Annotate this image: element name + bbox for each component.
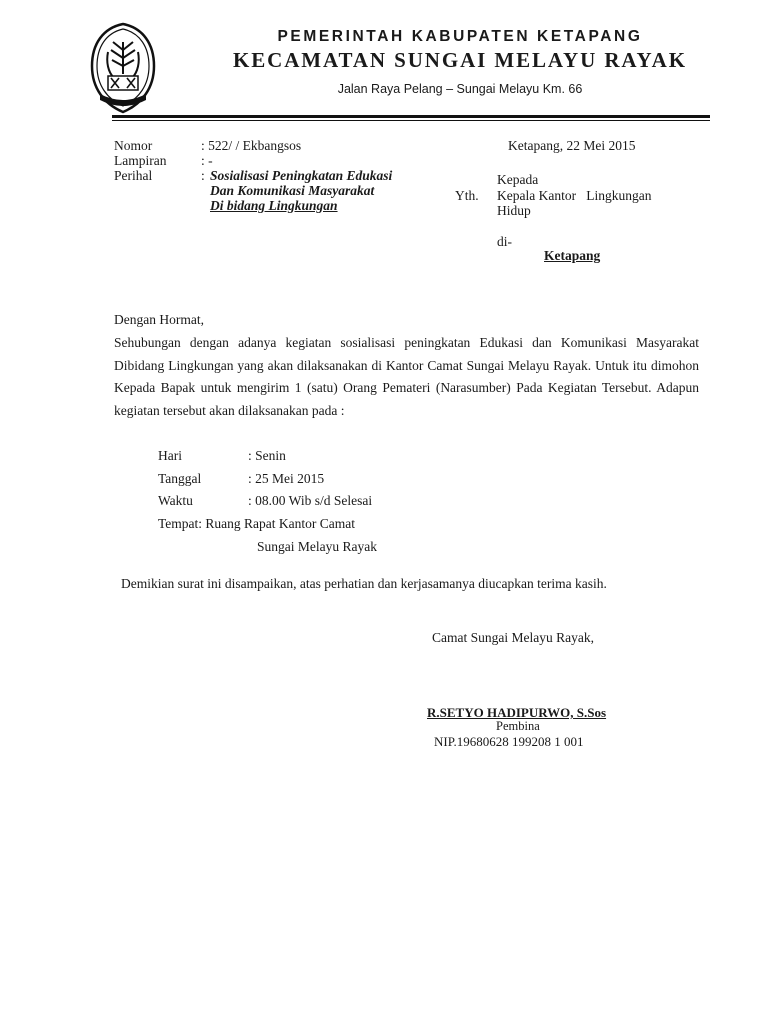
- government-name: PEMERINTAH KABUPATEN KETAPANG: [277, 28, 643, 45]
- body-paragraph-text: Sehubungan dengan adanya kegiatan sosialisasi peningkatan Edukasi dan Komunikasi Masyarakat Dibidang Lingkungan yang akan dilaksanakan di Kantor Camat Sungai Melayu Rayak. Untuk itu dimohon Kepada Bapak untuk mengirim 1 (satu) Orang Pemateri (Narasumber) Pada Kegiatan Tersebut. Adapun kegiatan tersebut akan dilaksanakan pada :: [114, 335, 699, 418]
- office-address: Jalan Raya Pelang – Sungai Melayu Km. 66: [337, 82, 583, 96]
- waktu-value: : 08.00 Wib s/d Selesai: [248, 493, 373, 508]
- waktu-label: Waktu: [158, 493, 193, 508]
- recipient-city: Ketapang: [544, 248, 601, 263]
- recipient-line-2: Hidup: [497, 203, 531, 218]
- regency-seal-logo: [88, 22, 158, 116]
- lampiran-label: Lampiran: [114, 153, 167, 168]
- recipient-yth: Yth.: [455, 188, 479, 203]
- letter-date: Ketapang, 22 Mei 2015: [508, 138, 636, 153]
- recipient-kepada: Kepada: [497, 172, 539, 187]
- tempat-line-2: Sungai Melayu Rayak: [257, 539, 377, 554]
- letterhead-rule-thick: [112, 115, 710, 118]
- hari-label: Hari: [158, 448, 182, 463]
- tanggal-value: : 25 Mei 2015: [248, 471, 325, 486]
- recipient-di: di-: [497, 234, 512, 249]
- recipient-line-1: Kepala Kantor Lingkungan: [497, 188, 652, 203]
- perihal-label: Perihal: [114, 168, 153, 183]
- hari-value: : Senin: [248, 448, 286, 463]
- nomor-value: : 522/ / Ekbangsos: [201, 138, 302, 153]
- letterhead-rule-thin: [112, 120, 710, 121]
- closing-sentence: Demikian surat ini disampaikan, atas perhatian dan kerjasamanya diucapkan terima kasih.: [121, 576, 607, 591]
- signatory-name: R.SETYO HADIPURWO, S.Sos: [427, 705, 607, 720]
- greeting: Dengan Hormat,: [114, 312, 204, 327]
- signatory-nip: NIP.19680628 199208 1 001: [434, 734, 584, 749]
- signatory-rank: Pembina: [496, 719, 540, 733]
- tanggal-label: Tanggal: [158, 471, 202, 486]
- perihal-line-3: Di bidang Lingkungan: [210, 198, 338, 213]
- tempat-line-1: Tempat: Ruang Rapat Kantor Camat: [158, 516, 356, 531]
- district-name: KECAMATAN SUNGAI MELAYU RAYAK: [233, 48, 687, 72]
- perihal-line-2: Dan Komunikasi Masyarakat: [210, 183, 375, 198]
- nomor-label: Nomor: [114, 138, 153, 153]
- body-paragraph: [114, 332, 699, 422]
- perihal-line-1: Sosialisasi Peningkatan Edukasi: [210, 168, 393, 183]
- lampiran-value: : -: [201, 153, 213, 168]
- perihal-colon: :: [201, 168, 205, 183]
- signature-title: Camat Sungai Melayu Rayak,: [432, 630, 594, 645]
